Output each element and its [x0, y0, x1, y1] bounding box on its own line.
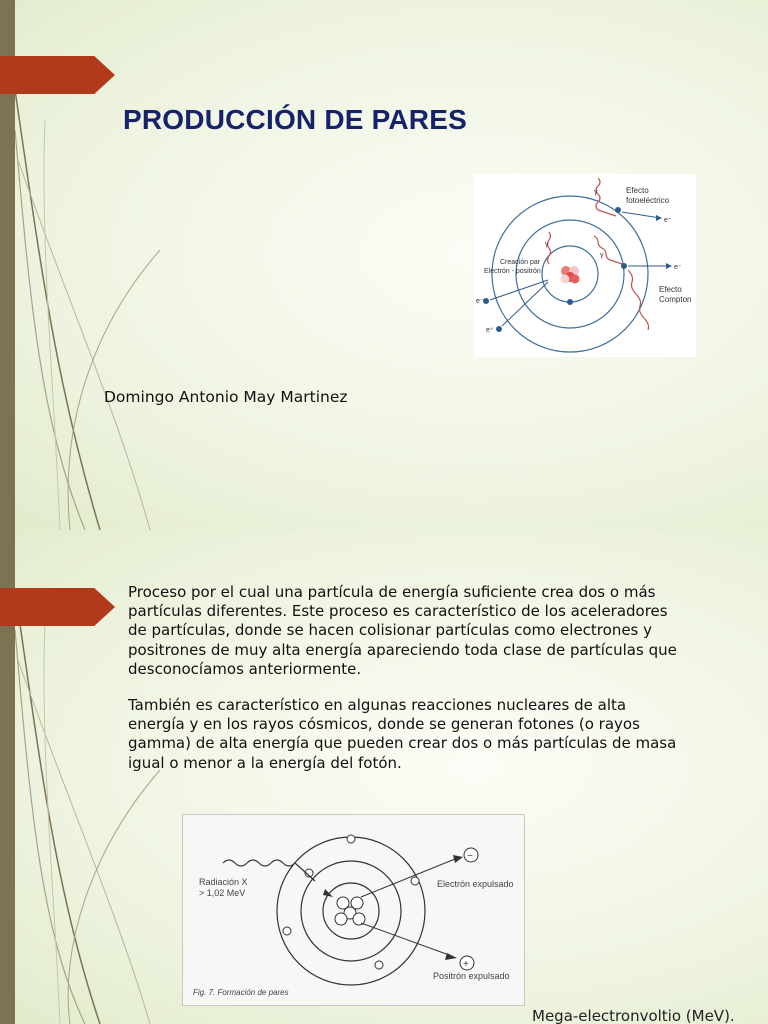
electron-ejected-label: Electrón expulsado: [437, 879, 514, 889]
slide-title: PRODUCCIÓN DE PARES: [123, 104, 467, 135]
label-compton-1: Efecto: [659, 285, 682, 294]
pair-production-figure: [182, 814, 525, 1006]
label-photoelectric-1: Efecto: [626, 186, 649, 195]
radiation-label-1: Radiación X: [199, 877, 248, 887]
arrow-marker: [0, 588, 115, 626]
radiation-label-2: > 1,02 MeV: [199, 888, 246, 898]
label-photoelectric-2: fotoeléctrico: [626, 196, 670, 205]
label-pair-2: Electrón - positrón: [484, 268, 541, 275]
atom-interaction-diagram: [474, 174, 696, 357]
positron-ejected-label: Positrón expulsado: [433, 971, 510, 981]
label-compton-2: Compton: [659, 295, 692, 304]
figure-caption: Fig. 7. Formación de pares: [193, 988, 289, 997]
label-pair-1: Creación par: [500, 259, 541, 266]
paragraph-2: También es característico en algunas reacciones nucleares de alta energía y en los rayos cósmicos, donde se generan fotones (o rayos gamma) de alta energía que pueden crear dos o más partículas de masa igual o menor a la energía del fotón.: [128, 696, 677, 772]
positron-sign: +: [463, 959, 469, 970]
label-electron-2: e⁻: [674, 264, 682, 271]
paragraph-1: Proceso por el cual una partícula de energía suficiente crea dos o más partículas diferentes. Este proceso es característico de los aceleradores de partículas, donde se hacen colisionar partículas como electrones y positrones de muy alta energía apareciendo toda clase de partículas que desconocíamos anteriormente.: [128, 583, 677, 678]
label-gamma-1: γ: [594, 189, 598, 196]
author-name: Domingo Antonio May Martinez: [104, 388, 348, 406]
arrow-marker: [0, 56, 115, 94]
footer-text: Mega-electronvoltio (MeV).: [532, 1007, 735, 1024]
label-gamma-3: γ: [545, 241, 549, 248]
label-electron-1: e⁻: [664, 217, 672, 224]
nucleus-icon: [335, 897, 365, 925]
nucleus-icon: [561, 266, 580, 284]
label-electron-3: e⁻: [476, 298, 484, 305]
label-gamma-2: γ: [600, 252, 604, 259]
label-positron: e⁺: [486, 327, 494, 334]
slide-2: [0, 530, 768, 1024]
electron-sign: −: [467, 851, 473, 862]
